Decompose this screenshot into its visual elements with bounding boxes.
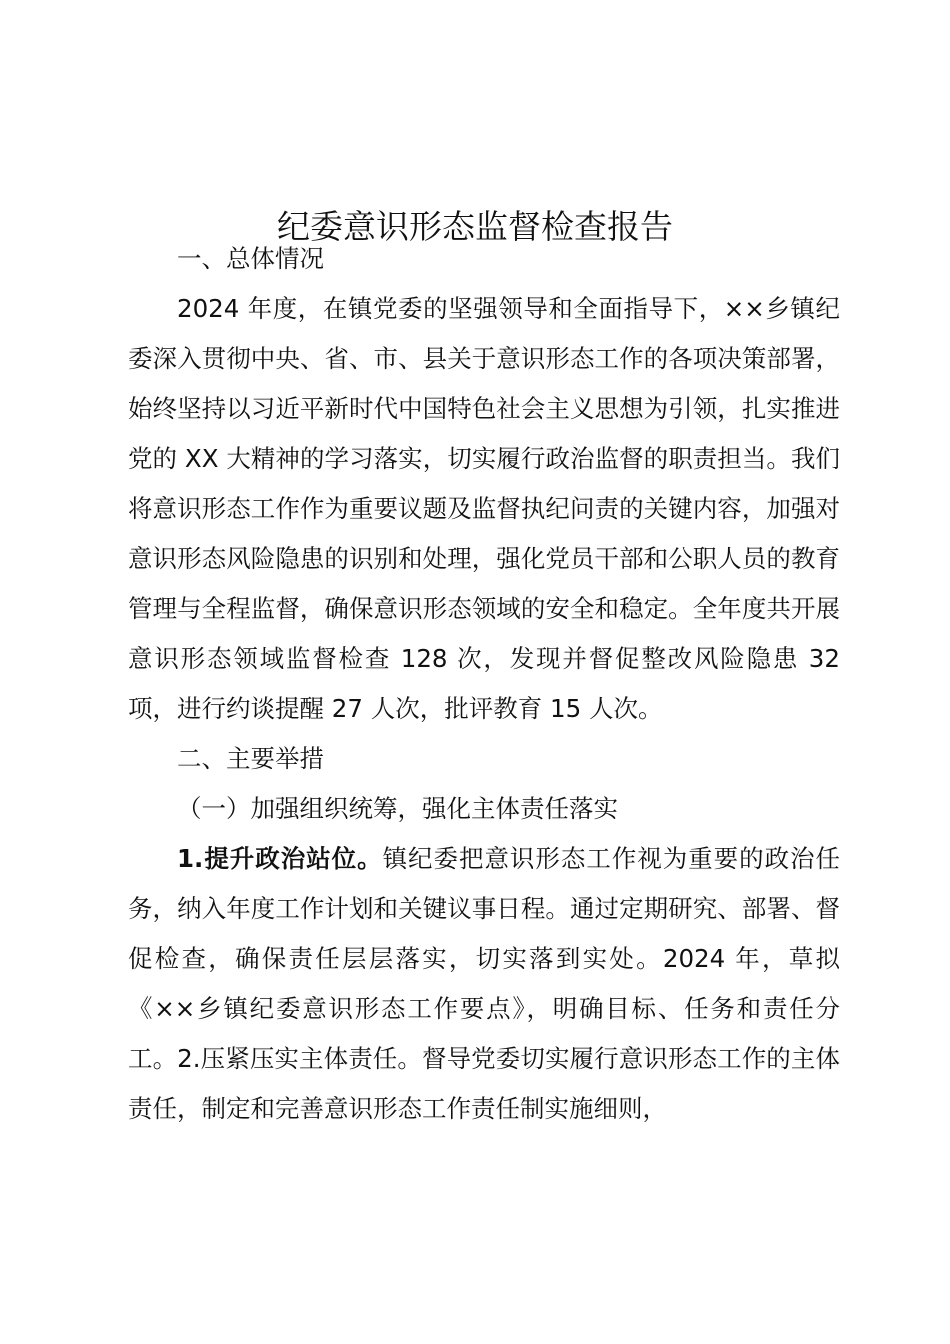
- document-body: [128, 234, 840, 1134]
- section-heading-overall: 一、总体情况: [177, 244, 324, 273]
- measure-item-text: 镇纪委把意识形态工作视为重要的政治任务，纳入年度工作计划和关键议事日程。通过定期研究、部署、督促检查，确保责任层层落实，切实落到实处。2024 年，草拟《××乡镇纪委意识形态工作要点》，明确目标、任务和责任分工。2.压紧压实主体责任。督导党委切实履行意识形态工作的主体责任，制定和完善意识形态工作责任制实施细则，: [128, 844, 841, 1123]
- measure-item-paragraph: [128, 834, 840, 1134]
- document-title: 纪委意识形态监督检查报告: [277, 207, 673, 247]
- subsection-heading-organization: （一）加强组织统筹，强化主体责任落实: [177, 794, 618, 823]
- measure-item-lead: 1.提升政治站位。: [177, 844, 383, 873]
- overall-paragraph: 2024 年度，在镇党委的坚强领导和全面指导下，××乡镇纪委深入贯彻中央、省、市、县关于意识形态工作的各项决策部署，始终坚持以习近平新时代中国特色社会主义思想为引领，扎实推进党的 XX 大精神的学习落实，切实履行政治监督的职责担当。我们将意识形态工作作为重要议题及监督执纪问责的关键内容，加强对意识形态风险隐患的识别和处理，强化党员干部和公职人员的教育管理与全程监督，确保意识形态领域的安全和稳定。全年度共开展意识形态领域监督检查 128 次，发现并督促整改风险隐患 32 项，进行约谈提醒 27 人次，批评教育 15 人次。: [128, 294, 840, 723]
- section-heading-measures: 二、主要举措: [177, 744, 324, 773]
